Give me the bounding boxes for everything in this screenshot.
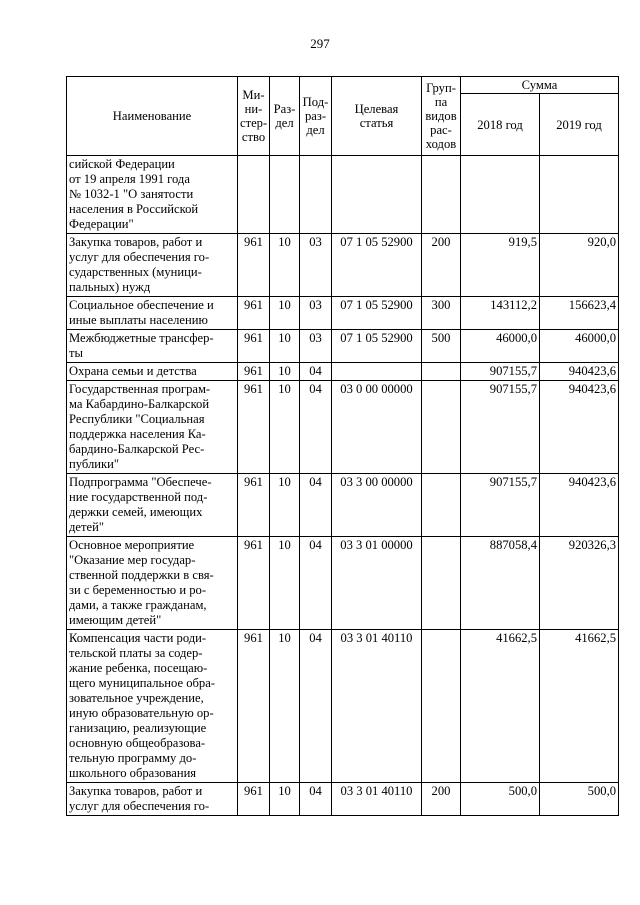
cell-2019: 940423,6	[540, 474, 619, 537]
cell-subsection: 04	[300, 630, 332, 783]
cell-target: 03 3 01 40110	[332, 783, 422, 816]
cell-2019: 940423,6	[540, 363, 619, 381]
header-name: Наименование	[67, 77, 238, 156]
cell-group: 200	[422, 234, 461, 297]
cell-2018: 500,0	[461, 783, 540, 816]
cell-section: 10	[270, 537, 300, 630]
cell-target	[332, 363, 422, 381]
table-row	[67, 156, 619, 234]
cell-group: 500	[422, 330, 461, 363]
cell-ministry: 961	[238, 330, 270, 363]
cell-section: 10	[270, 783, 300, 816]
cell-section: 10	[270, 330, 300, 363]
cell-section: 10	[270, 363, 300, 381]
cell-name: Компенсация части роди- тельской платы за содер- жание ребенка, посещаю- щего муниципальное обра- зовательное учреждение, иную образовательную ор- ганизацию, реализующие основную общеобразова- тельную программу до- школьного образования	[67, 630, 238, 783]
cell-2018: 907155,7	[461, 474, 540, 537]
cell-name: сийской Федерации от 19 апреля 1991 года № 1032-1 "О занятости населения в Российской Федерации"	[67, 156, 238, 234]
header-sum: Сумма	[461, 77, 619, 94]
header-target: Целевая статья	[332, 77, 422, 156]
cell-target: 03 3 01 00000	[332, 537, 422, 630]
cell-2019: 920326,3	[540, 537, 619, 630]
cell-group	[422, 156, 461, 234]
cell-2019: 156623,4	[540, 297, 619, 330]
budget-table	[66, 76, 619, 816]
cell-2018	[461, 156, 540, 234]
cell-group	[422, 363, 461, 381]
cell-2019: 500,0	[540, 783, 619, 816]
cell-section: 10	[270, 234, 300, 297]
cell-target: 07 1 05 52900	[332, 330, 422, 363]
cell-2019: 920,0	[540, 234, 619, 297]
cell-2019	[540, 156, 619, 234]
cell-ministry: 961	[238, 234, 270, 297]
header-section: Раз- дел	[270, 77, 300, 156]
cell-subsection: 04	[300, 363, 332, 381]
cell-target: 03 3 01 40110	[332, 630, 422, 783]
cell-2018: 907155,7	[461, 363, 540, 381]
table-row	[67, 297, 619, 330]
header-subsection: Под- раз- дел	[300, 77, 332, 156]
cell-group	[422, 474, 461, 537]
cell-ministry: 961	[238, 630, 270, 783]
cell-name: Охрана семьи и детства	[67, 363, 238, 381]
cell-group: 200	[422, 783, 461, 816]
cell-name: Межбюджетные трансфер- ты	[67, 330, 238, 363]
cell-2019: 940423,6	[540, 381, 619, 474]
table-row	[67, 783, 619, 816]
cell-ministry: 961	[238, 474, 270, 537]
cell-target	[332, 156, 422, 234]
cell-section	[270, 156, 300, 234]
table-header	[67, 77, 619, 156]
cell-name: Социальное обеспечение и иные выплаты населению	[67, 297, 238, 330]
cell-2018: 907155,7	[461, 381, 540, 474]
cell-ministry: 961	[238, 381, 270, 474]
table-row	[67, 381, 619, 474]
cell-target: 07 1 05 52900	[332, 234, 422, 297]
cell-2019: 46000,0	[540, 330, 619, 363]
cell-section: 10	[270, 474, 300, 537]
cell-section: 10	[270, 630, 300, 783]
cell-target: 03 3 00 00000	[332, 474, 422, 537]
header-2019: 2019 год	[540, 94, 619, 156]
cell-subsection: 04	[300, 474, 332, 537]
cell-name: Закупка товаров, работ и услуг для обеспечения го- сударственных (муници- пальных) нужд	[67, 234, 238, 297]
cell-2018: 143112,2	[461, 297, 540, 330]
cell-subsection: 04	[300, 537, 332, 630]
cell-2018: 887058,4	[461, 537, 540, 630]
cell-target: 07 1 05 52900	[332, 297, 422, 330]
cell-2019: 41662,5	[540, 630, 619, 783]
cell-subsection: 03	[300, 234, 332, 297]
cell-subsection: 04	[300, 783, 332, 816]
cell-name: Основное мероприятие "Оказание мер государ- ственной поддержки в свя- зи с беременностью и ро- дами, а также гражданам, имеющим детей"	[67, 537, 238, 630]
cell-subsection: 03	[300, 330, 332, 363]
header-group: Груп- па видов рас- ходов	[422, 77, 461, 156]
cell-ministry: 961	[238, 363, 270, 381]
cell-section: 10	[270, 381, 300, 474]
cell-group: 300	[422, 297, 461, 330]
cell-2018: 41662,5	[461, 630, 540, 783]
table-row	[67, 537, 619, 630]
cell-subsection: 03	[300, 297, 332, 330]
cell-name: Государственная програм- ма Кабардино-Балкарской Республики "Социальная поддержка населения Ка- бардино-Балкарской Рес- публики"	[67, 381, 238, 474]
cell-subsection: 04	[300, 381, 332, 474]
table-row	[67, 474, 619, 537]
cell-subsection	[300, 156, 332, 234]
header-ministry: Ми- ни- стер- ство	[238, 77, 270, 156]
cell-name: Закупка товаров, работ и услуг для обеспечения го-	[67, 783, 238, 816]
cell-2018: 46000,0	[461, 330, 540, 363]
cell-2018: 919,5	[461, 234, 540, 297]
page-number: 297	[310, 36, 330, 51]
cell-target: 03 0 00 00000	[332, 381, 422, 474]
cell-name: Подпрограмма "Обеспече- ние государственной под- держки семей, имеющих детей"	[67, 474, 238, 537]
cell-group	[422, 537, 461, 630]
cell-ministry: 961	[238, 537, 270, 630]
table-body	[67, 156, 619, 816]
table-row	[67, 330, 619, 363]
cell-ministry	[238, 156, 270, 234]
header-2018: 2018 год	[461, 94, 540, 156]
table-row	[67, 363, 619, 381]
table-row	[67, 234, 619, 297]
cell-section: 10	[270, 297, 300, 330]
cell-group	[422, 381, 461, 474]
table-row	[67, 630, 619, 783]
cell-group	[422, 630, 461, 783]
cell-ministry: 961	[238, 783, 270, 816]
cell-ministry: 961	[238, 297, 270, 330]
